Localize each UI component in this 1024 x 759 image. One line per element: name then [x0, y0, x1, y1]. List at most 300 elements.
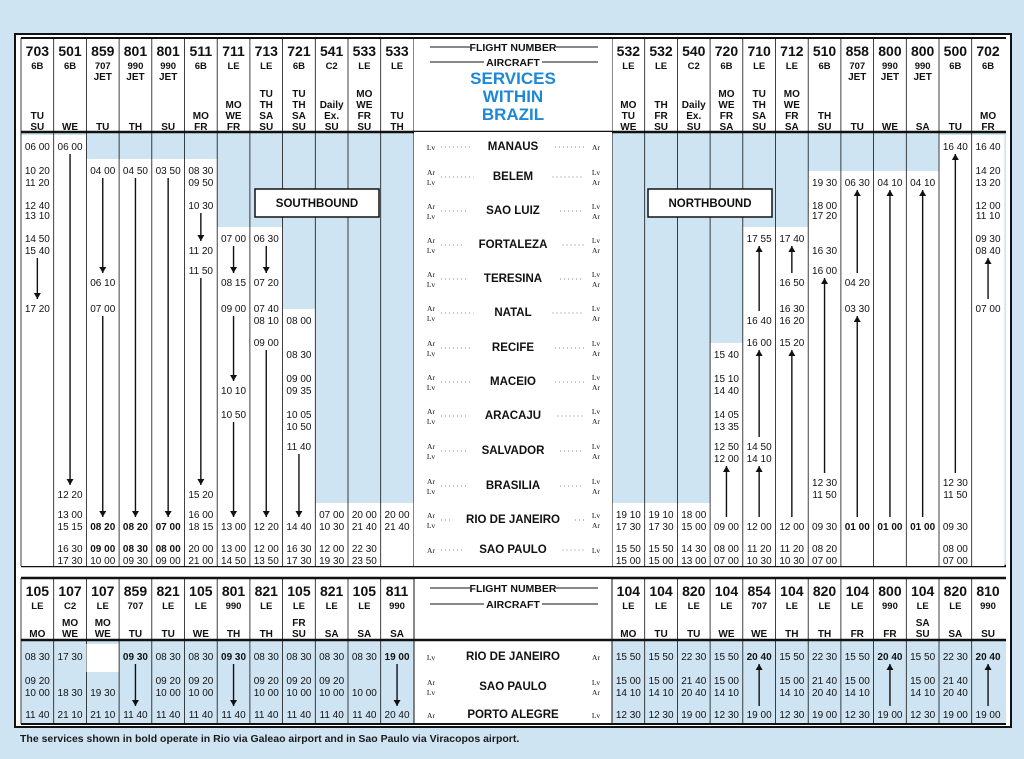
south-col-501-time: 17 30 [57, 556, 83, 567]
lower-south-821-time: 11 40 [319, 710, 344, 721]
lower-south-105-day: SA [357, 629, 372, 640]
lower-north-104-day: FR [850, 629, 864, 640]
south-col-859-day: TU [96, 122, 110, 133]
north-col-720-time: 15 10 [713, 374, 739, 385]
station-code: Lv [426, 212, 436, 221]
north-col-800-flight: 800 [910, 43, 935, 59]
lower-south-107-day: MO [94, 618, 111, 629]
south-col-703-strip [21, 135, 54, 566]
north-col-710-time: 10 30 [746, 556, 772, 567]
north-col-800-time: 04 10 [877, 178, 903, 189]
station-rio-de-janeiro: RIO DE JANEIRO [466, 514, 560, 526]
south-col-533-day: FR [357, 111, 372, 122]
north-col-710-time: 12 00 [746, 522, 772, 533]
lower-north-820-time: 19 00 [681, 710, 707, 721]
north-col-702-time: 09 30 [975, 234, 1001, 245]
north-col-720-time: 14 40 [713, 386, 739, 397]
lower-south-821-time: 10 00 [253, 688, 279, 699]
south-col-801-time: 08 20 [122, 522, 148, 533]
south-col-541-day: SU [324, 122, 339, 133]
north-col-710-time: 16 40 [746, 316, 772, 327]
south-col-713-aircraft: LE [260, 61, 273, 72]
south-col-501-day: WE [61, 122, 79, 133]
lower-south-107-time: 19 30 [90, 688, 116, 699]
lower-north-104-time: 15 50 [615, 652, 641, 663]
north-col-702-day: FR [981, 122, 995, 133]
north-col-720-day: MO [718, 89, 735, 100]
lower-south-105-aircraft: LE [194, 601, 207, 612]
north-col-720-aircraft: 6B [720, 61, 733, 72]
station-code: Lv [591, 304, 601, 313]
station-code: Ar [592, 452, 600, 461]
lower-south-821-aircraft: LE [162, 601, 175, 612]
lower-south-107-aircraft: C2 [63, 601, 77, 612]
lower-north-104-time: 15 00 [910, 676, 936, 687]
north-col-500-aircraft: 6B [949, 61, 962, 72]
lower-north-800-day: FR [883, 629, 897, 640]
south-col-541-time: 07 00 [319, 510, 345, 521]
south-col-859-time: 06 10 [90, 278, 116, 289]
lower-north-104-aircraft: LE [654, 601, 668, 612]
lower-south-105-time: 08 30 [286, 652, 312, 663]
north-col-710-day: TH [752, 100, 766, 111]
lower-north-854-day: WE [751, 629, 768, 640]
station-code: Ar [592, 521, 600, 530]
lower-north-104-aircraft: LE [622, 601, 635, 612]
lower-south-105-time: 08 30 [188, 652, 214, 663]
south-col-713-day: TU [259, 89, 273, 100]
lower-south-105-time: 09 20 [286, 676, 312, 687]
south-col-711-time: 13 00 [221, 522, 247, 533]
lower-south-821-time: 11 40 [254, 710, 279, 721]
south-col-721-day: SU [291, 122, 306, 133]
lower-north-104-flight: 104 [649, 583, 673, 599]
north-col-712-flight: 712 [780, 43, 804, 59]
north-col-500-time: 08 00 [942, 544, 968, 555]
north-col-720-time: 12 50 [713, 442, 739, 453]
north-col-800-day: WE [881, 122, 899, 133]
station-code: Lv [591, 270, 601, 279]
south-col-713-time: 07 20 [253, 278, 279, 289]
lower-south-821-time: 10 00 [319, 688, 345, 699]
south-col-501-time: 12 20 [57, 490, 83, 501]
lower-north-104-time: 14 10 [648, 688, 674, 699]
south-col-501-time: 13 00 [57, 510, 83, 521]
lower-north-104-time: 12 30 [648, 710, 674, 721]
south-col-859-time: 04 00 [90, 166, 116, 177]
station-code: Ar [427, 711, 435, 720]
north-col-720-time: 08 00 [713, 544, 739, 555]
south-col-801-day: SU [161, 122, 176, 133]
station-code: Lv [426, 452, 436, 461]
lower-south-105-time: 09 20 [188, 676, 214, 687]
lower-north-820-time: 19 00 [942, 710, 968, 721]
south-col-703-day: SU [30, 122, 45, 133]
south-col-711-aircraft: LE [227, 61, 240, 72]
south-col-501-time: 16 30 [57, 544, 83, 555]
north-col-720-time: 12 00 [713, 454, 739, 465]
station-code: Ar [592, 246, 600, 255]
south-col-541-time: 10 30 [319, 522, 345, 533]
north-col-800-aircraft: JET [880, 72, 900, 83]
lower-north-820-time: 22 30 [681, 652, 707, 663]
south-col-541-day: Ex. [324, 111, 340, 122]
north-col-540-time: 15 00 [681, 522, 707, 533]
south-col-721-time: 08 30 [286, 350, 312, 361]
north-col-720-time: 07 00 [713, 556, 739, 567]
north-col-532-flight: 532 [649, 43, 673, 59]
lower-north-104-flight: 104 [616, 583, 641, 599]
lower-south-821-flight: 821 [319, 583, 344, 599]
south-col-721-time: 09 35 [286, 386, 312, 397]
station-code: Lv [591, 477, 601, 486]
lower-south-105-aircraft: LE [31, 601, 44, 612]
north-col-800-aircraft: 990 [914, 61, 931, 72]
lower-south-859-day: TU [128, 629, 143, 640]
north-col-712-aircraft: LE [785, 61, 798, 72]
south-col-511-time: 16 00 [188, 510, 214, 521]
south-col-721-day: TH [292, 100, 306, 111]
station-code: Lv [426, 280, 436, 289]
lower-south-821-time: 10 00 [155, 688, 181, 699]
lower-north-104-time: 12 30 [615, 710, 641, 721]
station-code: Lv [426, 487, 436, 496]
south-col-711-time: 10 10 [221, 386, 247, 397]
north-col-800-aircraft: JET [913, 72, 932, 83]
lower-south-107-strip [86, 644, 119, 672]
south-col-721-time: 10 05 [286, 410, 312, 421]
south-col-511-time: 08 30 [188, 166, 214, 177]
north-col-720-time: 15 40 [713, 350, 739, 361]
station-code: Ar [592, 383, 600, 392]
south-col-711-time: 09 00 [221, 304, 247, 315]
lower-south-821-time: 09 20 [155, 676, 181, 687]
lower-north-104-flight: 104 [714, 583, 739, 599]
lower-south-811-aircraft: 990 [389, 601, 405, 612]
lower-south-821-time: 08 30 [253, 652, 279, 663]
lower-south-821-aircraft: LE [325, 601, 338, 612]
lower-south-105-flight: 105 [189, 583, 213, 599]
south-col-711-day: MO [225, 100, 242, 111]
north-col-800-time: 01 00 [910, 522, 936, 533]
lower-flight-number-label: FLIGHT NUMBER [469, 583, 557, 595]
north-col-710-day: TU [752, 89, 766, 100]
lower-north-104-time: 12 30 [910, 710, 936, 721]
south-col-501-time: 15 15 [57, 522, 83, 533]
services-title: WITHIN [482, 87, 544, 106]
station-brasilia: BRASILIA [485, 480, 541, 492]
north-col-540-time: 18 00 [681, 510, 707, 521]
station-code: Lv [591, 168, 601, 177]
south-col-703-time: 10 20 [24, 166, 50, 177]
station-code: Ar [427, 477, 435, 486]
south-col-533-aircraft: LE [358, 61, 371, 72]
north-col-510-time: 11 50 [812, 490, 837, 501]
south-col-541-flight: 541 [319, 43, 344, 59]
north-col-500-time: 16 40 [942, 142, 968, 153]
north-col-720-time: 14 05 [713, 410, 739, 421]
lower-south-105-day: FR [292, 618, 306, 629]
lower-north-104-time: 14 10 [844, 688, 870, 699]
north-col-500-time: 07 00 [942, 556, 968, 567]
south-col-511-aircraft: 6B [194, 61, 207, 72]
south-col-801-time: 08 00 [155, 544, 181, 555]
south-col-711-time: 13 00 [221, 544, 247, 555]
south-col-533-day: SU [357, 122, 372, 133]
lower-south-105-time: 08 30 [24, 652, 50, 663]
station-fortaleza: FORTALEZA [478, 239, 548, 251]
lower-north-820-aircraft: LE [949, 601, 962, 612]
south-col-801-time: 04 50 [122, 166, 148, 177]
lower-north-104-time: 15 50 [779, 652, 805, 663]
south-col-801-time: 03 50 [155, 166, 181, 177]
lower-south-821-day: TU [161, 629, 175, 640]
south-col-511-day: FR [194, 122, 208, 133]
station-code: Lv [591, 202, 601, 211]
south-col-713-flight: 713 [254, 43, 278, 59]
north-col-800-flight: 800 [878, 43, 902, 59]
lower-south-811-day: SA [390, 629, 405, 640]
south-col-533-flight: 533 [352, 43, 377, 59]
north-col-500-flight: 500 [943, 43, 968, 59]
lower-north-810-aircraft: 990 [980, 601, 996, 612]
lower-north-104-time: 12 30 [779, 710, 805, 721]
station-aracaju: ARACAJU [484, 410, 542, 422]
south-col-859-time: 08 20 [90, 522, 116, 533]
north-col-532-day: WE [620, 122, 637, 133]
north-col-720-day: FR [719, 111, 734, 122]
lower-north-800-aircraft: 990 [882, 601, 898, 612]
lower-north-104-time: 14 10 [713, 688, 739, 699]
south-col-511-time: 15 20 [188, 490, 214, 501]
station-belem: BELEM [492, 171, 534, 183]
lower-north-820-time: 21 40 [812, 676, 838, 687]
station-code: Lv [426, 349, 436, 358]
services-title: SERVICES [470, 69, 556, 88]
north-col-712-time: 11 20 [779, 544, 804, 555]
south-col-703-time: 14 50 [24, 234, 50, 245]
lower-station-rio-de-janeiro: RIO DE JANEIRO [466, 651, 560, 663]
south-col-801-time: 09 30 [122, 556, 148, 567]
south-col-511-time: 11 20 [188, 246, 213, 257]
lower-north-104-aircraft: LE [785, 601, 798, 612]
south-col-859-time: 09 00 [90, 544, 116, 555]
north-col-720-time: 13 35 [713, 422, 739, 433]
lower-north-820-time: 20 40 [812, 688, 838, 699]
station-code: Ar [592, 178, 600, 187]
lower-south-105-flight: 105 [352, 583, 377, 599]
lower-south-107-time: 17 30 [57, 652, 83, 663]
north-col-720-flight: 720 [714, 43, 739, 59]
lower-north-820-time: 21 40 [681, 676, 707, 687]
north-col-510-time: 19 30 [812, 178, 838, 189]
north-col-532-time: 15 00 [648, 556, 674, 567]
north-col-510-time: 16 00 [812, 266, 838, 277]
north-col-532-day: TU [621, 111, 636, 122]
north-col-532-time: 19 10 [648, 510, 674, 521]
station-code: Ar [427, 304, 435, 313]
north-col-540-day: Ex. [686, 111, 702, 122]
lower-north-800-time: 19 00 [877, 710, 903, 721]
south-col-711-time: 08 15 [221, 278, 247, 289]
station-code: Ar [427, 168, 435, 177]
south-col-533-day: TU [390, 111, 404, 122]
south-col-801-aircraft: 990 [160, 61, 177, 72]
south-col-721-day: TU [292, 89, 306, 100]
south-col-533-flight: 533 [385, 43, 409, 59]
lower-south-107-time: 21 10 [90, 710, 116, 721]
south-col-703-aircraft: 6B [31, 61, 44, 72]
south-col-713-day: TH [259, 100, 273, 111]
south-col-801-aircraft: JET [126, 72, 145, 83]
southbound-label: SOUTHBOUND [275, 198, 359, 210]
north-col-532-time: 15 00 [615, 556, 641, 567]
station-teresina: TERESINA [483, 273, 543, 285]
lower-south-105-day: MO [29, 629, 46, 640]
north-col-702-time: 13 20 [975, 178, 1001, 189]
south-col-511-day: MO [192, 111, 209, 122]
lower-north-104-time: 14 10 [615, 688, 641, 699]
south-col-703-time: 12 40 [24, 201, 50, 212]
lower-north-820-aircraft: LE [687, 601, 700, 612]
north-col-510-day: TH [817, 111, 832, 122]
station-code: Lv [426, 688, 436, 697]
south-col-533-time: 20 00 [351, 510, 377, 521]
lower-north-104-time: 15 50 [713, 652, 739, 663]
south-col-713-day: SU [259, 122, 274, 133]
lower-south-801-aircraft: 990 [225, 601, 242, 612]
south-col-721-time: 10 50 [286, 422, 312, 433]
station-code: Lv [426, 143, 436, 152]
south-col-511-time: 09 50 [188, 178, 214, 189]
north-col-800-day: SA [915, 122, 930, 133]
south-col-533-day: TH [390, 122, 404, 133]
south-col-801-time: 08 30 [122, 544, 148, 555]
north-col-858-time: 06 30 [844, 178, 870, 189]
south-col-859-flight: 859 [91, 43, 115, 59]
station-code: Ar [592, 653, 600, 662]
lower-north-104-time: 15 50 [844, 652, 870, 663]
lower-south-105-day: SU [291, 629, 306, 640]
lower-south-105-time: 11 40 [286, 710, 312, 721]
lower-north-820-flight: 820 [943, 583, 968, 599]
lower-south-821-time: 11 40 [156, 710, 181, 721]
lower-south-105-day: WE [192, 629, 209, 640]
lower-north-104-time: 15 00 [648, 676, 674, 687]
north-col-710-time: 16 00 [746, 338, 772, 349]
lower-south-105-time: 10 00 [188, 688, 214, 699]
north-col-510-time: 09 30 [812, 522, 838, 533]
lower-north-104-time: 15 00 [615, 676, 641, 687]
north-col-858-time: 04 20 [844, 278, 870, 289]
lower-north-104-day: MO [620, 629, 637, 640]
north-col-540-aircraft: C2 [687, 61, 700, 72]
lower-south-105-flight: 105 [287, 583, 311, 599]
south-col-533-day: MO [356, 89, 373, 100]
south-col-501-flight: 501 [58, 43, 82, 59]
lower-north-104-time: 14 10 [779, 688, 805, 699]
lower-south-821-flight: 821 [156, 583, 180, 599]
lower-north-854-aircraft: 707 [751, 601, 768, 612]
lower-south-105-aircraft: LE [292, 601, 306, 612]
south-col-801-time: 07 00 [155, 522, 181, 533]
lower-north-104-day: TH [785, 629, 799, 640]
north-col-712-time: 16 20 [779, 316, 805, 327]
lower-north-854-time: 19 00 [746, 710, 772, 721]
south-col-721-day: SA [291, 111, 306, 122]
lower-south-859-time: 11 40 [123, 710, 148, 721]
south-col-801-aircraft: 990 [127, 61, 144, 72]
north-col-712-day: SA [784, 122, 799, 133]
lower-south-107-day: WE [94, 629, 111, 640]
station-code: Lv [426, 383, 436, 392]
north-col-510-flight: 510 [812, 43, 837, 59]
north-col-540-time: 14 30 [681, 544, 707, 555]
lower-north-104-time: 12 30 [844, 710, 870, 721]
south-col-721-time: 16 30 [286, 544, 312, 555]
station-code: Ar [427, 511, 435, 520]
north-col-510-day: SU [817, 122, 832, 133]
north-col-702-aircraft: 6B [981, 61, 995, 72]
north-col-532-time: 19 10 [615, 510, 641, 521]
south-col-721-aircraft: 6B [292, 61, 306, 72]
north-col-532-day: FR [654, 111, 668, 122]
station-sao-luiz: SAO LUIZ [486, 205, 540, 217]
north-col-858-time: 03 30 [844, 304, 870, 315]
north-col-800-time: 01 00 [877, 522, 903, 533]
lower-north-810-day: SU [981, 629, 996, 640]
north-col-702-strip [972, 135, 1005, 566]
north-col-702-time: 11 10 [975, 211, 1001, 222]
lower-north-800-flight: 800 [878, 583, 902, 599]
south-col-533-time: 20 00 [384, 510, 410, 521]
south-col-541-day: Daily [319, 100, 344, 111]
north-col-532-time: 17 30 [648, 522, 674, 533]
lower-north-854-flight: 854 [747, 583, 771, 599]
lower-south-821-day: SA [324, 629, 339, 640]
station-code: Lv [591, 373, 601, 382]
south-col-533-time: 21 40 [351, 522, 377, 533]
north-col-500-time: 11 50 [943, 490, 968, 501]
north-col-712-time: 15 20 [779, 338, 805, 349]
south-col-711-flight: 711 [222, 43, 245, 59]
lower-north-104-aircraft: LE [851, 601, 864, 612]
station-code: Lv [591, 407, 601, 416]
lower-north-820-time: 20 40 [942, 688, 968, 699]
south-col-713-time: 09 00 [253, 338, 279, 349]
north-col-510-time: 18 00 [812, 201, 838, 212]
station-code: Ar [592, 212, 600, 221]
northbound-label: NORTHBOUND [668, 198, 752, 210]
south-col-721-time: 17 30 [286, 556, 312, 567]
south-col-533-time: 23 50 [351, 556, 377, 567]
station-code: Ar [592, 688, 600, 697]
station-code: Ar [592, 314, 600, 323]
north-col-720-day: SA [719, 122, 734, 133]
lower-north-820-time: 21 40 [942, 676, 968, 687]
north-col-532-day: MO [620, 100, 637, 111]
north-col-510-time: 12 30 [812, 478, 838, 489]
south-col-721-time: 14 40 [286, 522, 312, 533]
lower-south-107-flight: 107 [91, 583, 115, 599]
lower-north-820-day: SA [948, 629, 963, 640]
lower-north-104-time: 15 00 [713, 676, 739, 687]
lower-station-sao-paulo: SAO PAULO [479, 681, 547, 693]
north-col-540-day: Daily [681, 100, 706, 111]
services-title: BRAZIL [481, 105, 545, 124]
south-col-711-day: FR [226, 122, 241, 133]
lower-station-porto-alegre: PORTO ALEGRE [467, 709, 559, 721]
